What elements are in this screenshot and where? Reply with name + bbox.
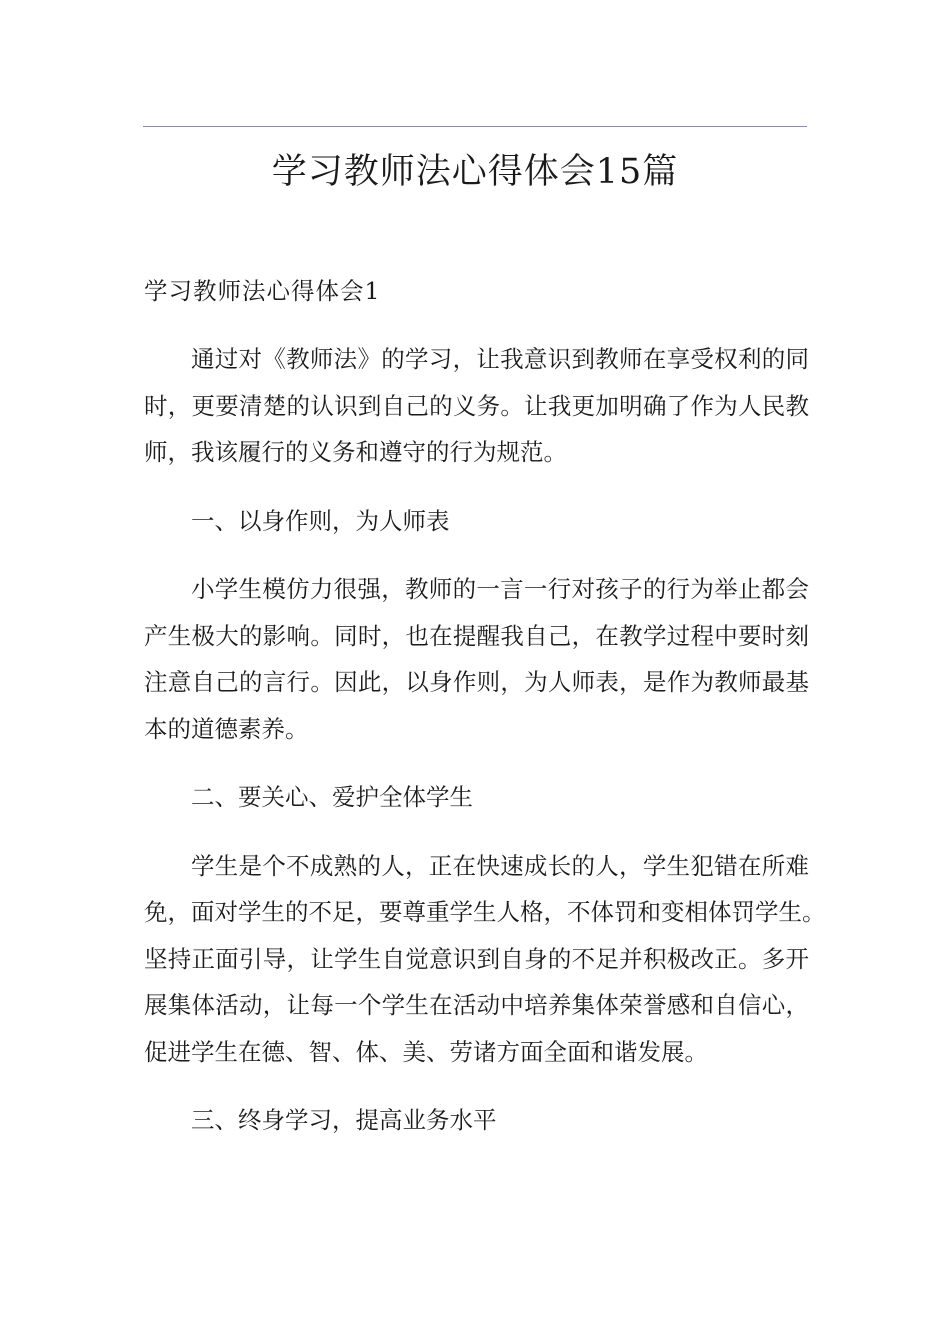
header-rule <box>143 126 807 127</box>
paragraph-2 <box>144 566 809 752</box>
subheading-3: 三、终身学习，提高业务水平 <box>191 1106 497 1134</box>
paragraph-line: 时，更要清楚的认识到自己的义务。让我更加明确了作为人民教 <box>144 391 809 420</box>
paragraph-line: 展集体活动，让每一个学生在活动中培养集体荣誉感和自信心， <box>144 991 809 1019</box>
subheading-1: 一、以身作则，为人师表 <box>191 506 450 535</box>
paragraph-line: 学生是个不成熟的人，正在快速成长的人，学生犯错在所难 <box>191 851 809 880</box>
paragraph-line: 师，我该履行的义务和遵守的行为规范。 <box>144 438 567 466</box>
paragraph-1 <box>144 336 809 476</box>
paragraph-line: 注意自己的言行。因此，以身作则，为人师表，是作为教师最基 <box>144 668 809 696</box>
document-content <box>144 268 826 1166</box>
paragraph-line: 小学生模仿力很强，教师的一言一行对孩子的行为举止都会 <box>191 575 809 603</box>
paragraph-3 <box>144 843 826 1076</box>
document-title: 学习教师法心得体会15篇 <box>271 152 679 192</box>
paragraph-line: 免，面对学生的不足，要尊重学生人格，不体罚和变相体罚学生。 <box>144 898 826 926</box>
paragraph-line: 坚持正面引导，让学生自觉意识到自身的不足并积极改正。多开 <box>144 944 809 973</box>
subheading-2: 二、要关心、爱护全体学生 <box>191 783 473 811</box>
paragraph-line: 产生极大的影响。同时，也在提醒我自己，在教学过程中要时刻 <box>144 621 809 650</box>
paragraph-line: 通过对《教师法》的学习，让我意识到教师在享受权利的同 <box>191 345 809 373</box>
paragraph-line: 本的道德素养。 <box>144 714 309 743</box>
paragraph-line: 促进学生在德、智、体、美、劳诸方面全面和谐发展。 <box>144 1037 708 1066</box>
section-title: 学习教师法心得体会1 <box>144 277 381 305</box>
